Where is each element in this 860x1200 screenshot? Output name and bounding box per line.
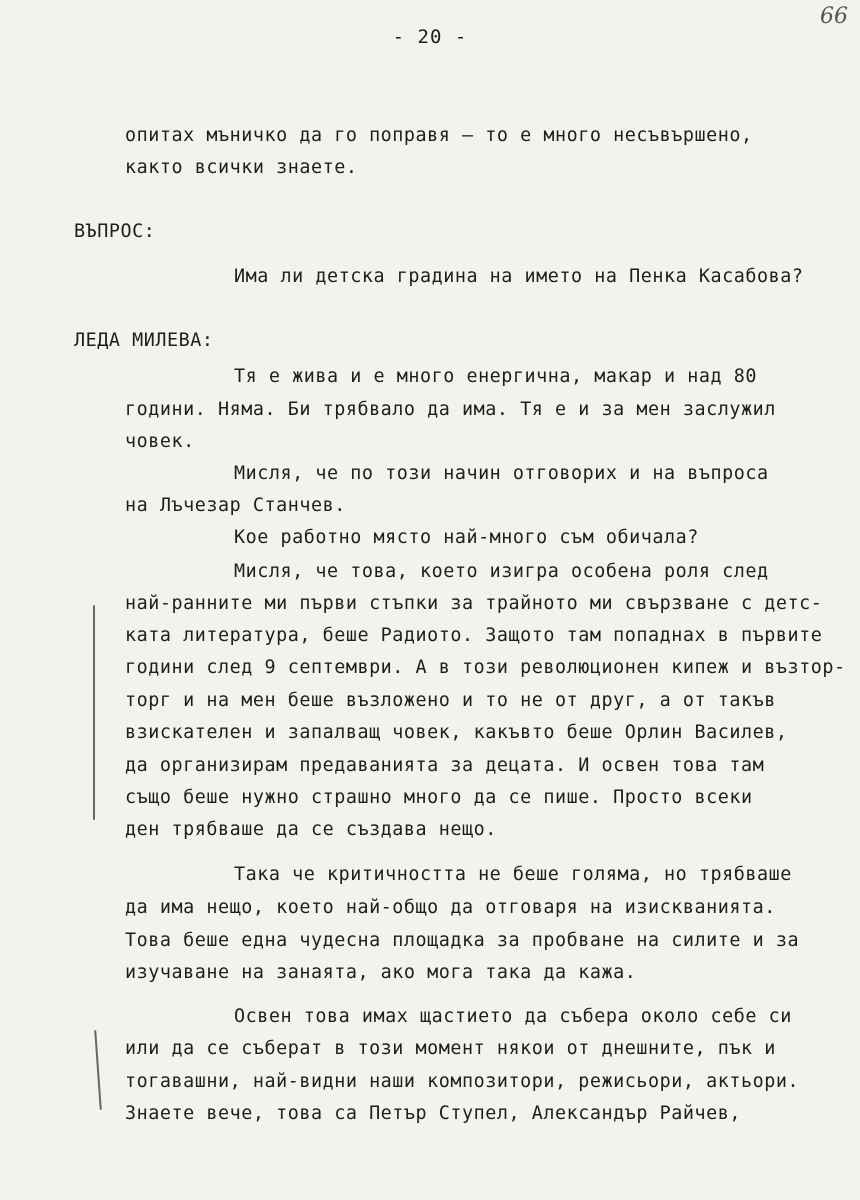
text-line: Така че критичността не беше голяма, но трябваше bbox=[234, 864, 792, 885]
text-line: ден трябваше да се създава нещо. bbox=[125, 819, 497, 840]
text-line: Освен това имах щастието да събера около себе си bbox=[234, 1006, 792, 1027]
text-line: изучаване на занаята, ако мога така да кажа. bbox=[125, 962, 637, 983]
text-line: или да се съберат в този момент някои от днешните, пък и bbox=[125, 1038, 776, 1059]
text-line: човек. bbox=[125, 431, 195, 452]
margin-mark bbox=[94, 1030, 102, 1110]
text-line: тогавашни, най-видни наши композитори, режисьори, актьори. bbox=[125, 1071, 800, 1092]
text-line: години. Няма. Би трябвало да има. Тя е и за мен заслужил bbox=[125, 399, 776, 420]
margin-mark bbox=[93, 605, 95, 820]
text-line: също беше нужно страшно много да се пише. Просто всеки bbox=[125, 787, 753, 808]
text-line: Има ли детска градина на името на Пенка Касабова? bbox=[234, 266, 804, 287]
text-line: да организирам предаванията за децата. И освен това там bbox=[125, 755, 765, 776]
handwritten-page-number: 66 bbox=[820, 4, 848, 29]
text-line: Тя е жива и е много енергична, макар и над 80 bbox=[234, 366, 757, 387]
text-line: Мисля, че това, което изигра особена роля след bbox=[234, 561, 769, 582]
text-line: ката литература, беше Радиото. Защото там попаднах в първите bbox=[125, 625, 823, 646]
page-number: - 20 - bbox=[392, 26, 468, 48]
text-line: Кое работно място най-много съм обичала? bbox=[234, 527, 699, 548]
text-line: най-ранните ми първи стъпки за трайното ми свързване с детс- bbox=[125, 593, 823, 614]
text-line: на Лъчезар Станчев. bbox=[125, 495, 346, 516]
text-line: опитах мъничко да го поправя – то е много несъвършено, bbox=[125, 125, 753, 146]
text-line: Знаете вече, това са Петър Ступел, Александър Райчев, bbox=[125, 1103, 741, 1124]
text-line: години след 9 септември. А в този революционен кипеж и възтор- bbox=[125, 657, 846, 678]
text-line: както всички знаете. bbox=[125, 157, 358, 178]
text-line: Това беше една чудесна площадка за пробване на силите и за bbox=[125, 930, 800, 951]
speaker-label: ВЪПРОС: bbox=[74, 221, 156, 242]
text-line: торг и на мен беше възложено и то не от друг, а от такъв bbox=[125, 690, 776, 711]
text-line: да има нещо, което най-общо да отговаря на изискванията. bbox=[125, 897, 776, 918]
speaker-label: ЛЕДА МИЛЕВА: bbox=[74, 330, 214, 351]
text-line: Мисля, че по този начин отговорих и на въпроса bbox=[234, 463, 769, 484]
text-line: взискателен и запалващ човек, какъвто беше Орлин Василев, bbox=[125, 722, 788, 743]
